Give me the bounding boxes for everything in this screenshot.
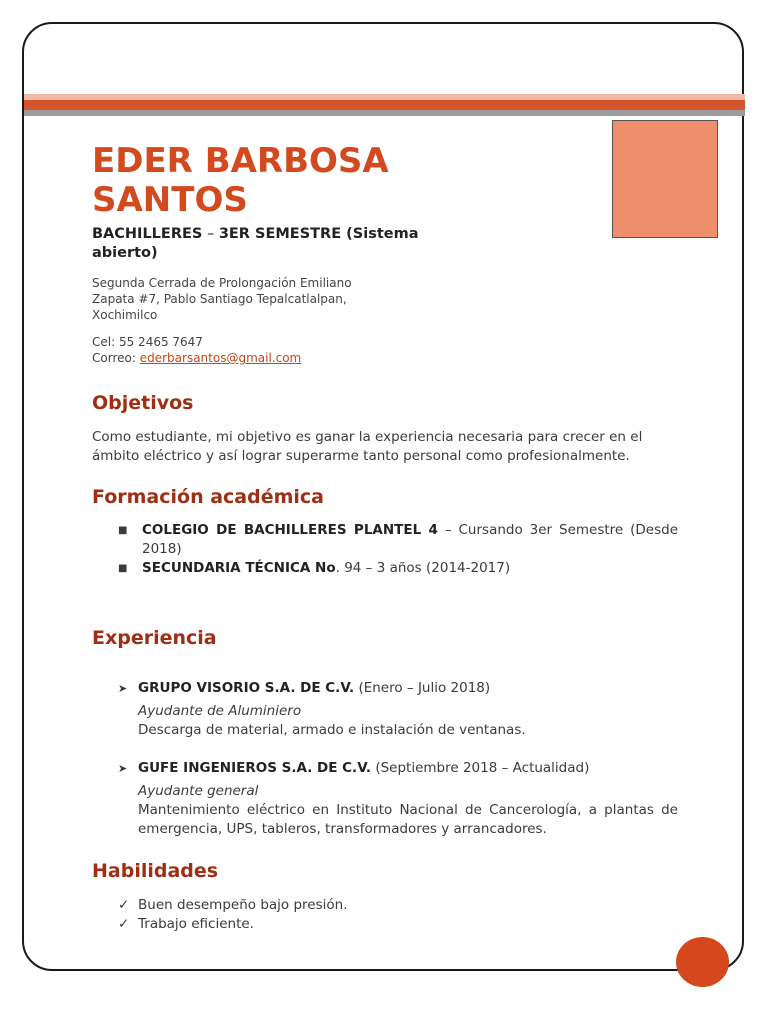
list-item	[118, 896, 678, 915]
email-line	[92, 350, 412, 366]
experience-role: Ayudante de Aluminiero	[138, 703, 302, 719]
experience-role: Ayudante general	[138, 783, 259, 799]
arrow-bullet-icon: ➤	[118, 682, 128, 695]
header-band-gray	[24, 110, 745, 116]
subtitle-semester: 3ER SEMESTRE (Sistema abierto)	[92, 226, 419, 261]
email-link[interactable]: ederbarsantos@gmail.com	[139, 351, 302, 365]
school-name: SECUNDARIA TÉCNICA No	[142, 560, 336, 576]
decorative-circle	[676, 937, 729, 987]
arrow-bullet-icon: ➤	[118, 762, 128, 775]
square-bullet-icon: ■	[118, 525, 128, 536]
list-item	[118, 521, 678, 559]
experience-period: (Septiembre 2018 – Actualidad)	[371, 760, 590, 776]
company-name: GRUPO VISORIO S.A. DE C.V.	[138, 680, 355, 696]
experience-header	[118, 759, 678, 778]
experience-item	[118, 679, 678, 740]
company-name: GUFE INGENIEROS S.A. DE C.V.	[138, 760, 372, 776]
phone-line	[92, 334, 412, 350]
email-label: Correo:	[92, 351, 136, 365]
address-line: Zapata #7, Pablo Santiago Tepalcatlalpan,	[92, 292, 347, 306]
address-line: Xochimilco	[92, 308, 158, 322]
square-bullet-icon: ■	[118, 563, 128, 574]
objetivos-text: Como estudiante, mi objetivo es ganar la experiencia necesaria para crecer en el ámbito eléctrico y así lograr superarme tanto personal como profesionalmente.	[92, 429, 643, 464]
experience-item	[118, 759, 678, 839]
checkmark-icon: ✓	[118, 897, 130, 913]
address-block	[92, 275, 392, 323]
checkmark-icon: ✓	[118, 916, 130, 932]
school-name: COLEGIO DE BACHILLERES PLANTEL 4	[142, 522, 438, 538]
address-line: Segunda Cerrada de Prolongación Emiliano	[92, 276, 352, 290]
candidate-name: EDER BARBOSA SANTOS	[92, 141, 389, 220]
skills-list	[118, 896, 678, 934]
skill-text: Buen desempeño bajo presión.	[138, 897, 348, 913]
subtitle-dash: –	[202, 226, 219, 242]
section-title-objetivos: Objetivos	[92, 392, 194, 414]
section-title-experiencia: Experiencia	[92, 627, 217, 649]
experience-header	[118, 679, 678, 698]
phone-label: Cel:	[92, 335, 116, 349]
skill-text: Trabajo eficiente.	[138, 916, 254, 932]
section-title-formacion: Formación académica	[92, 486, 325, 508]
subtitle-school: BACHILLERES	[92, 226, 203, 242]
experience-period: (Enero – Julio 2018)	[354, 680, 491, 696]
photo-placeholder	[612, 120, 718, 238]
list-item	[118, 915, 678, 934]
contact-block	[92, 334, 412, 366]
school-detail: – Cursando 3er Semestre (Desde 2018)	[142, 522, 679, 557]
candidate-subtitle	[92, 225, 472, 263]
list-item	[118, 559, 678, 578]
school-detail: . 94 – 3 años (2014-2017)	[335, 560, 511, 576]
experience-description: Descarga de material, armado e instalación de ventanas.	[138, 722, 526, 738]
phone-value: 55 2465 7647	[118, 335, 203, 349]
formacion-list	[118, 521, 678, 578]
section-title-habilidades: Habilidades	[92, 860, 219, 882]
header-band-orange	[24, 100, 745, 110]
experience-description: Mantenimiento eléctrico en Instituto Nacional de Cancerología, a plantas de emergencia, UPS, tableros, transformadores y arrancadores.	[138, 802, 678, 837]
